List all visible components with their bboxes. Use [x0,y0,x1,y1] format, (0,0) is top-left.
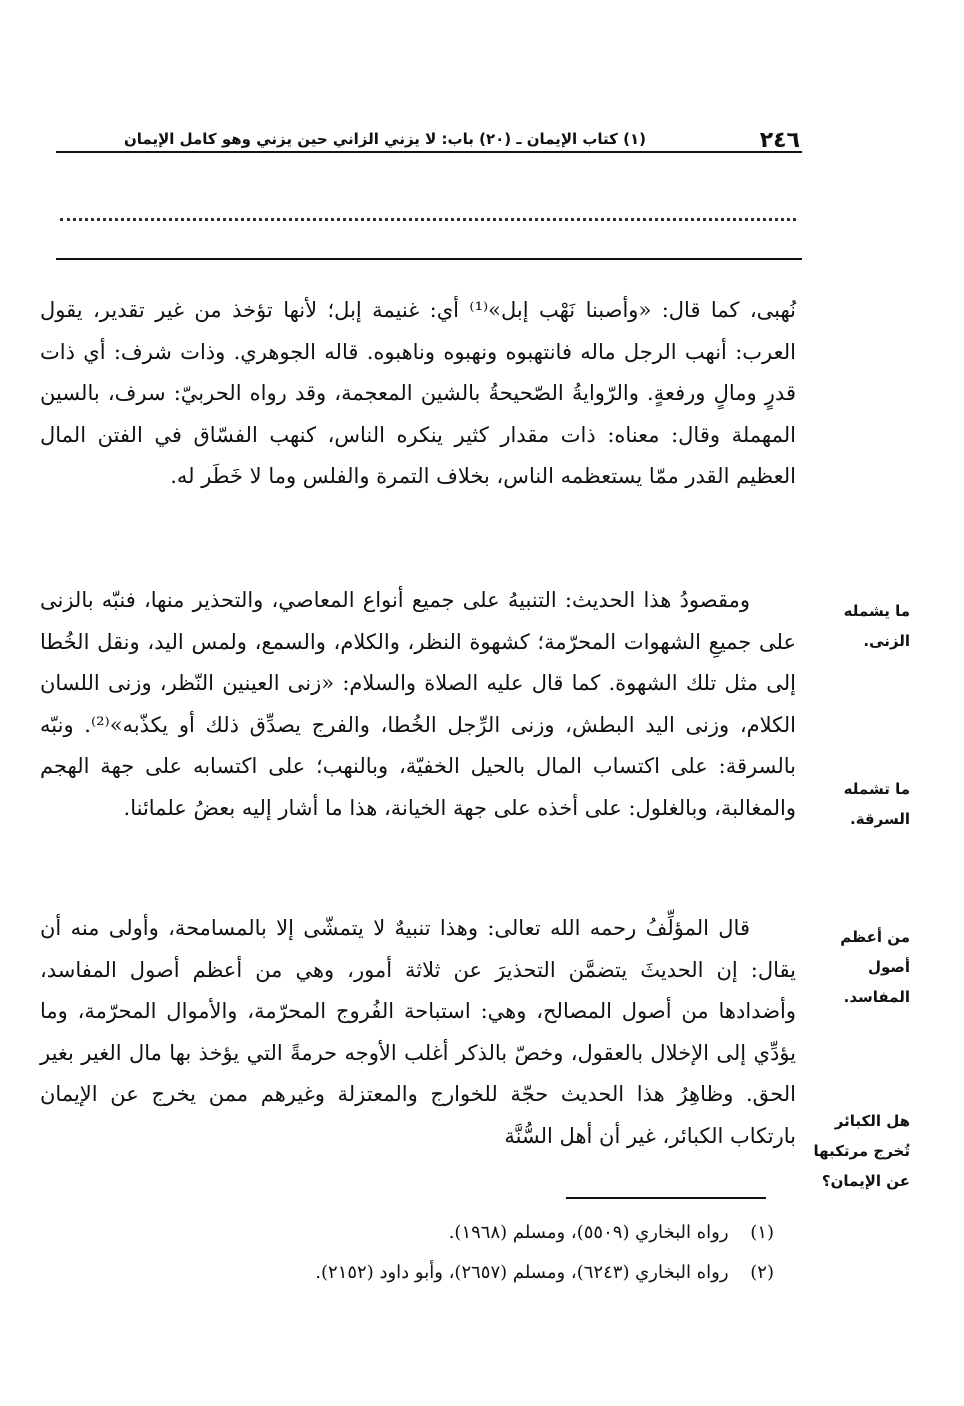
footnote-number: (٢) [750,1262,774,1283]
paragraph-text: نُهبى، كما قال: «وأصبنا نَهْب إبل»⁽¹⁾ أي: غنيمة إبل؛ لأنها تؤخذ من غير تقدير، يقول العرب: أنهب الرجل ماله فانتهبوه ونهبوه وناهبوه. قاله الجوهري. وذات شرف: أي ذات قدرٍ ومالٍ ورفعةٍ. والرّوايةُ الصّحيحةُ بالشين المعجمة، وقد رواه الحربيّ: سرف، بالسين المهملة وقال: معناه: ذات مقدار كثير ينكره الناس، كنهب الفسّاق في الفتن المال العظيم القدر ممّا يستعظمه الناس، بخلاف التمرة والفلس وما لا خَطَر له. [40,298,796,488]
footnote-number: (١) [750,1222,774,1243]
footnote-rule [566,1197,766,1199]
margin-note-theft: ما تشمله السرقة. [843,780,910,828]
margin-note-corruption: من أعظم أصول المفاسد. [840,928,910,1006]
footnote-2 [200,1262,774,1283]
paragraph-text: قال المؤلِّفُ رحمه الله تعالى: وهذا تنبيهٌ لا يتمشّى إلا بالمسامحة، وأولى منه أن يقال: إن الحديثَ يتضمَّن التحذيرَ عن ثلاثة أمور، وهي من أعظم أصول المفاسد، وأضدادها من أصول المصالح، وهي: استباحة الفُروج المحرّمة، والأموال المحرّمة، وما يؤدِّي إلى الإخلال بالعقول، وخصّ بالذكر أغلب الأوجه حرمةً التي يؤخذ بها مال الغير بغير الحق. وظاهِرُ هذا الحديث حجّة للخوارج والمعتزلة وغيرهم ممن يخرج عن الإيمان بارتكاب الكبائر، غير أن أهل السُّنَّة [40,916,796,1148]
dotted-separator [60,218,796,221]
footnote-1 [200,1222,774,1243]
margin-note-zina: ما يشمله الزنى. [843,602,910,650]
margin-note-major-sins: هل الكبائر تُخرج مرتكبها عن الإيمان؟ [813,1112,910,1190]
footnote-text: رواه البخاري (٥٥٠٩)، ومسلم (١٩٦٨). [448,1222,729,1243]
running-title: (١) كتاب الإيمان ـ (٢٠) باب: لا يزني الزاني حين يزني وهو كامل الإيمان [123,130,646,148]
footnote-text: رواه البخاري (٦٢٤٣)، ومسلم (٢٦٥٧)، وأبو داود (٢١٥٢). [315,1262,729,1283]
page-header [60,128,800,152]
header-rule [56,151,802,153]
paragraph-1 [40,290,796,498]
paragraph-text: ومقصودُ هذا الحديث: التنبيهُ على جميع أنواع المعاصي، والتحذير منها، فنبّه بالزنى على جميعِ الشهوات المحرّمة؛ كشهوة النظر، والكلام، والسمع، ولمس اليد، ونقل الخُطا إلى مثل تلك الشهوة. كما قال عليه الصلاة والسلام: «زنى العينين النّظر، وزنى اللسان الكلام، وزنى اليد البطش، وزنى الرِّجل الخُطا، والفرج يصدِّق ذلك أو يكذّبه»⁽²⁾. ونبّه بالسرقة: على اكتساب المال بالحيل الخفيّة، وبالنهب؛ على اكتسابه على جهة الهجم والمغالبة، وبالغلول: على أخذه على جهة الخيانة، هذا ما أشار إليه بعضُ علمائنا. [40,588,796,820]
paragraph-3 [40,908,796,1157]
section-rule [56,258,802,260]
page-number: ٢٤٦ [759,128,800,153]
paragraph-2 [40,580,796,829]
